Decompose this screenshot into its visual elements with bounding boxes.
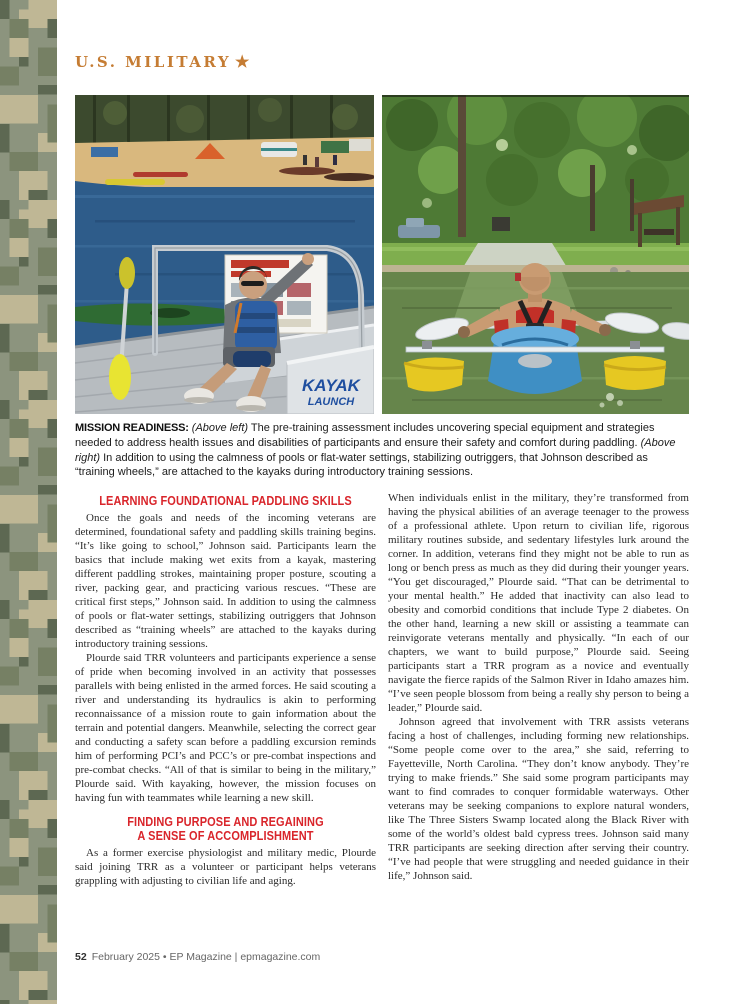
- heading-line-1: FINDING PURPOSE AND REGAINING: [127, 815, 324, 830]
- star-icon: ★: [235, 52, 250, 71]
- launch-seat: [233, 351, 271, 367]
- section-kicker: [75, 52, 689, 71]
- paragraph: As a former exercise physiologist and military medic, Plourde said joining TRR as a volunteer or participant helps veterans grappling with adjusting to civilian life and aging.: [75, 847, 376, 888]
- person-figure: [303, 155, 307, 165]
- sunglasses: [241, 281, 264, 286]
- page-footer: [75, 951, 689, 963]
- footer-text: February 2025 • EP Magazine | epmagazine.com: [91, 951, 321, 963]
- person-figure: [333, 155, 337, 165]
- kayak-sign-text: KAYAK: [302, 376, 360, 395]
- caption-text-2: In addition to using the calmness of pools or flat-water settings, stabilizing outriggers, that Johnson described as “training wheels,” are attached to the kayaks during introductory training sessions.: [75, 451, 648, 479]
- caption-label: MISSION READINESS:: [75, 422, 189, 434]
- paragraph: When individuals enlist in the military, they’re transformed from having the physical abilities of an average teenager to the prowess of a professional athlete. Upon return to civilian life, rigorous military routines subside, and sedentary lifestyles lurk around the corner. In addition, veterans find they might not be able to run as long or bench press as much as they did during their younger years. “You get discouraged,” Plourde said. “That can be detrimental to your mental health.” He added that inactivity can also lead to obesity and comorbid conditions that include Type 2 diabetes. On the other hand, learning a new skill or assisting a teammate can reinvigorate veterans mentally and physically. “In each of our chapters, we want to build purpose,” Plourde said. Seeing participants start a TRR program as a novice and eventually navigate the fierce rapids of the Salmon River in Idaho amazes him. “I’ve seen people blossom from being a really shy person to being a leader,” Plourde said.: [388, 492, 689, 715]
- yellow-kayak-on-shore: [105, 179, 165, 185]
- caption-above-left: (Above left): [188, 422, 249, 434]
- photo-kayak-launch-dock: [75, 95, 374, 414]
- section-kicker-label: U.S. MILITARY: [75, 53, 232, 71]
- hand-on-rail: [302, 253, 314, 265]
- green-kayak: [75, 303, 225, 325]
- section-heading-finding-purpose: [93, 815, 358, 843]
- photo-caption: [75, 421, 689, 480]
- heading-line-2: A SENSE OF ACCOMPLISHMENT: [137, 829, 314, 844]
- outrigger-float-left: [404, 357, 464, 391]
- paragraph: Johnson agreed that involvement with TRR assists veterans facing a host of challenges, including forming new relationships. “Some people come over to the area,” she said, referring to Fayetteville, North Carolina. “They don’t know anybody. They’re trying to make friends.” She said some program participants may want to find comrades to conquer formidable waterways. Other veterans may be seeking companions to explore natural wonders, like The Three Sisters Swamp located along the Black River with some of the world’s oldest bald cypress trees. Johnson said many TRR participants are seeking direction after serving their country. “I’ve had people that were struggling and needed guidance in their life,” Johnson said.: [388, 716, 689, 883]
- left-column: [75, 491, 376, 888]
- photo-kayak-outriggers: [382, 95, 689, 414]
- article-columns: [75, 491, 689, 888]
- utility-cart: [492, 217, 510, 231]
- paragraph: Once the goals and needs of the incoming veterans are determined, foundational safety and paddling skills training begins. “It’s like going to school,” Johnson said. Participants learn the basics that include making wet exits from a kayak, mastering different paddling strokes, maintaining proper posture, scouting a river, packing gear, and practicing various rescues. “These are critical first steps,” Johnson said. In addition to using the calmness of pools or flat-water settings, stabilizing outriggers that Johnson described as “training wheels” are attached to the kayaks during introductory training sessions.: [75, 512, 376, 651]
- canoe-on-beach: [324, 173, 374, 181]
- section-heading-paddling-skills: LEARNING FOUNDATIONAL PADDLING SKILLS: [99, 494, 352, 509]
- red-kayak-on-shore: [133, 172, 188, 177]
- outrigger-float-right: [604, 356, 666, 390]
- camo-border-strip: [0, 0, 57, 1004]
- tree-trunk: [458, 95, 466, 237]
- glasses-strap: [515, 273, 521, 281]
- blue-canopy-tent: [91, 147, 118, 157]
- caption-above-right: (Above right): [75, 436, 676, 464]
- person-figure: [315, 157, 319, 167]
- right-column: [388, 491, 689, 888]
- green-tent: [321, 141, 349, 153]
- paragraph: Plourde said TRR volunteers and participants experience a sense of pride when becoming involved in an activity that possesses parallels with being enlisted in the armed forces. He said scouting a river and understanding its hydraulics is akin to performing reconnaissance of a mission route to gain information about the terrain and potential dangers. Meanwhile, selecting the correct gear and conducting a safety scan before a paddling excursion reminds him of performing PCI’s and PCC’s or pre-combat inspections and pre-combat checks. “All of that is similar to being in the military,” Plourde said. With kayaking, however, the mission focuses on having fun with teammates while learning a new skill.: [75, 652, 376, 805]
- tree-trunk: [630, 179, 634, 231]
- outrigger-pole: [406, 347, 664, 352]
- blue-kayak: [488, 326, 582, 394]
- page-number: 52: [75, 951, 87, 963]
- tree-trunk: [590, 165, 595, 231]
- kayak-hatch: [518, 354, 552, 368]
- page-content: [75, 0, 689, 888]
- white-tent: [349, 139, 371, 151]
- launch-sign-text: LAUNCH: [307, 396, 355, 408]
- canoe-on-beach: [279, 167, 335, 175]
- caption-text-1: The pre-training assessment includes uncovering special equipment and strategies needed to address health issues and disabilities of participants and ensure their safety and comfort during paddling.: [75, 422, 655, 449]
- photo-row: [75, 95, 689, 414]
